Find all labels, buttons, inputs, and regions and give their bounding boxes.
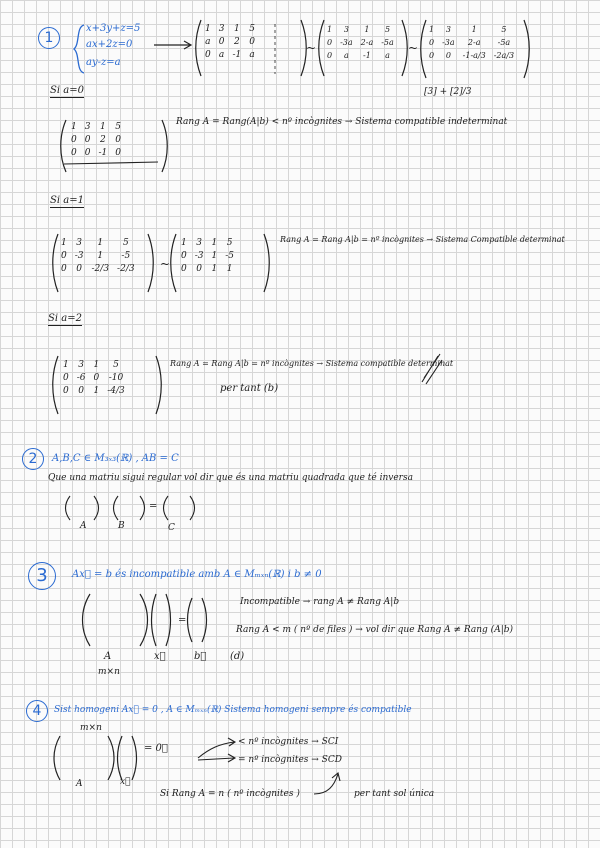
- case-a1-matrix-1: 1 3 1 5 0 -3 1 -5 0 0 -2/3 -2/3: [61, 238, 135, 274]
- exercise-3-number: 3: [28, 562, 56, 590]
- ex4-label-a: A: [76, 779, 83, 789]
- row-operation-note: [3] + [2]/3: [424, 87, 472, 97]
- system-eq-1: x+3y+z=5: [86, 23, 141, 34]
- case-a2-conclusion: Rang A = Rang A|b = nº incògnites → Sistema compatible determinat: [170, 359, 454, 368]
- ex3-answer: (d): [230, 651, 245, 662]
- ex3-label-b: b⃗: [194, 651, 207, 662]
- ex2-header: A,B,C ∈ M₃ₓ₃(ℝ) , AB = C: [52, 453, 179, 464]
- exercise-1-number: 1: [38, 27, 60, 49]
- ex4-bottom-2: per tant sol única: [354, 789, 435, 799]
- matrix-3: 1 3 1 5 0 -3a 2-a -5a 0 0 -1-a/3 -2a/3: [429, 25, 515, 60]
- case-a1-matrix-2: 1 3 1 5 0 -3 1 -5 0 0 1 1: [181, 238, 235, 274]
- equiv-symbol: ~: [408, 41, 419, 55]
- case-a2-matrix: 1 3 1 5 0 -6 0 -10 0 0 1 -4/3: [63, 360, 125, 396]
- ex3-label-a: A: [104, 651, 112, 662]
- exercise-4-number: 4: [26, 700, 48, 722]
- ex3-dims: m×n: [98, 667, 120, 677]
- ex3-header: Ax⃗ = b és incompatible amb A ∈ Mₘₓₙ(ℝ) i b ≠ 0: [72, 569, 322, 580]
- case-a0-conclusion: Rang A = Rang(A|b) < nº incògnites → Sistema compatible indeterminat: [176, 117, 508, 127]
- ex2-equals: =: [149, 501, 158, 512]
- case-a1-label: Si a=1: [50, 195, 84, 206]
- system-eq-3: ay-z=a: [86, 57, 121, 68]
- ex2-label-c: C: [168, 523, 175, 533]
- equiv-symbol: ~: [160, 257, 171, 271]
- ex4-branch-1: < nº incògnites → SCI: [238, 737, 339, 747]
- ex4-matrices: [52, 734, 144, 782]
- case-a2-label: Si a=2: [48, 313, 82, 324]
- ex2-text: Que una matriu sigui regular vol dir que és una matriu quadrada que té inversa: [48, 473, 413, 483]
- ex4-eq: = 0⃗: [144, 743, 168, 754]
- ex3-matrices: [80, 592, 210, 648]
- scribble-icon: [420, 352, 444, 386]
- ex3-equals: =: [178, 615, 187, 626]
- equiv-symbol: ~: [306, 41, 317, 55]
- implies-arrow-icon: [154, 40, 194, 50]
- case-a0-label: Si a=0: [50, 85, 84, 96]
- ex4-branch-arrows: [196, 734, 238, 764]
- system-eq-2: ax+2z=0: [86, 39, 133, 50]
- ex3-label-x: x⃗: [154, 651, 166, 662]
- ex4-bottom: Si Rang A = n ( nº incògnites ): [160, 789, 300, 799]
- ex2-label-b: B: [118, 521, 125, 531]
- ex4-header: Sist homogeni Ax⃗ = 0 , A ∈ Mₘₓₙ(ℝ) Sistema homogeni sempre és compatible: [54, 705, 412, 715]
- case-a0-matrix: 1 3 1 5 0 0 2 0 0 0 -1 0: [71, 122, 121, 158]
- ex2-matrices: [64, 494, 194, 522]
- ex2-label-a: A: [80, 521, 87, 531]
- system-brace: [72, 24, 86, 74]
- matrix-2: 1 3 1 5 0 -3a 2-a -5a 0 a -1 a: [327, 25, 394, 60]
- ex4-label-x: x⃗: [120, 777, 131, 787]
- case-a1-conclusion: Rang A = Rang A|b = nº incògnites → Sistema Compatible determinat: [280, 235, 565, 244]
- matrix-1: 1 3 1 5 a 0 2 0 0 a -1 a: [205, 24, 255, 60]
- ex3-line-2: Rang A < m ( nº de files ) → vol dir que Rang A ≠ Rang (A|b): [236, 625, 513, 635]
- case-a2-note: per tant (b): [220, 383, 279, 394]
- ex4-bottom-arrow: [312, 772, 342, 798]
- ex4-branch-2: = nº incògnites → SCD: [238, 755, 342, 765]
- ex4-dims: m×n: [80, 723, 102, 733]
- ex3-line-1: Incompatible → rang A ≠ Rang A|b: [240, 597, 400, 607]
- exercise-2-number: 2: [22, 448, 44, 470]
